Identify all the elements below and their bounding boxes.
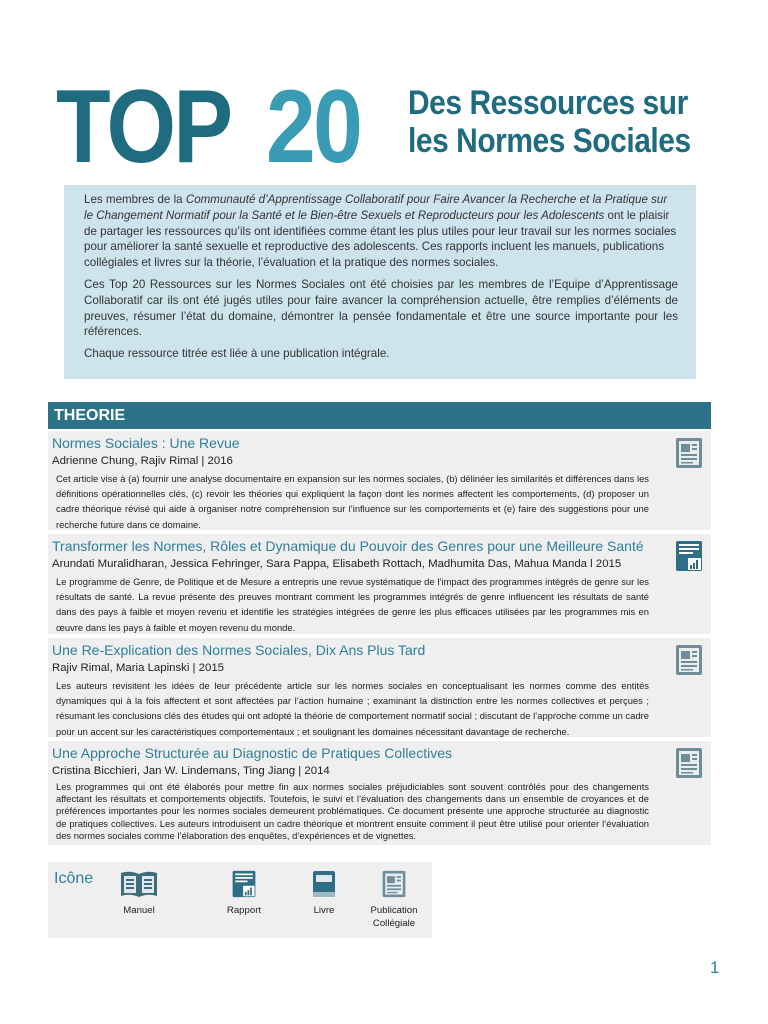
legend-label: Manuel [123,905,155,916]
subtitle-line-1: Des Ressources sur [408,84,688,122]
resource-title-link[interactable]: Transformer les Normes, Rôles et Dynamique du Pouvoir des Genres pour une Meilleure Santé [52,538,644,554]
resource-description: Le programme de Genre, de Politique et de Mesure a entrepris une revue systématique de l’impact des programmes intégrés de genre sur les résultats de santé. La revue présente des preuves montrant comment les programmes intégrés de genre influencent les résultats de santé dans des pays à faible et moyen revenu et identifie les stratégies intégrées de genre les plus efficaces utilisées par les programmes mis en œuvre dans les pays à faible et moyen revenu du monde. [56,576,649,633]
publication-icon [675,644,703,676]
resource-entry [48,638,711,737]
resource-title-link[interactable]: Une Re-Explication des Normes Sociales, Dix Ans Plus Tard [52,642,426,658]
subtitle-line-2: les Normes Sociales [408,122,691,160]
intro-paragraph-3: Chaque ressource titrée est liée à une publication intégrale. [84,347,390,361]
icon-legend [48,862,432,938]
resource-description: Les auteurs revisitent les idées de leur précédente article sur les normes sociales en conceptualisant les normes comme des entités dynamiques qui à la fois affectent et sont affectées par l’action humaine ; examinant la distinction entre les normes collectives et perçues ; résumant les conclusions clés des études qui ont adopté la théorie de comportement normatif social ; discutant de l’approche comme un cadre pour un accent sur les caractéristiques comportementaux ; et soulignant les domaines nécessitant davantage de recherche. [56,680,649,737]
manual-icon [119,870,159,898]
heading-subtitle [408,84,691,160]
resource-authors: Rajiv Rimal, Maria Lapinski | 2015 [52,662,224,674]
legend-item-manuel [109,870,169,917]
resource-entry [48,741,711,845]
report-icon [675,540,703,572]
resource-title-link[interactable]: Normes Sociales : Une Revue [52,435,240,451]
legend-label: Livre [313,905,335,916]
legend-label: Rapport [226,905,262,916]
book-icon [311,870,337,898]
intro-box [64,185,696,379]
resource-description: Cet article vise à (a) fournir une analyse documentaire en expansion sur les normes sociales, (b) délinéer les similarités et différences dans les définitions opérationnelles clés, (c) revoir les théories qui expliquent la façon dont les normes affectent les comportements, (d) proposer un cadre théorique révisé qui aide à organiser notre compréhension sur l’influence sur les comportements et (e) faire des suggestions pour une recherche future dans ce domaine. [56,473,649,530]
publication-icon [381,870,407,898]
intro-paragraph-1 [84,192,678,271]
community-name-link: Communauté d’Apprentissage Collaboratif pour Faire Avancer la Recherche et la Pratique sur le Changement Normatif pour la Santé et le Bien-être Sexuels et Reproducteurs pour les Adolescents [84,193,668,222]
publication-icon [675,437,703,469]
report-icon [229,870,259,898]
publication-icon [675,747,703,779]
resource-description: Les programmes qui ont été élaborés pour mettre fin aux normes sociales préjudiciables sont souvent contrôlés pour des changements affectant les résultats et comportements objectifs. Toutefois, le suivi et l’évaluation des changements dans un ensemble de croyances et de préférences importantes pour les normes sociales demeurent problématiques. Ce document présente une approche structurée au diagnostic de pratiques collectives. Les auteurs introduisent un cadre théorique et montrent ensuite comment il peut être utilisé pour orienter l’évaluation des normes sociales comme l’élaboration des enquêtes, d’expériences et de vignettes. [56,781,649,841]
intro-text: Les membres de la [84,193,186,206]
section-header-theorie: THEORIE [48,402,711,429]
resource-authors: Arundati Muralidharan, Jessica Fehringer, Sara Pappa, Elisabeth Rottach, Madhumita Das, Mahua Manda l 2015 [52,558,622,570]
legend-item-publication [364,870,424,930]
resource-authors: Cristina Bicchieri, Jan W. Lindemans, Ting Jiang | 2014 [52,765,330,777]
resource-entry [48,431,711,530]
resource-entry [48,534,711,634]
legend-label: Publication Collégiale [370,905,418,929]
resource-title-link[interactable]: Une Approche Structurée au Diagnostic de Pratiques Collectives [52,745,452,761]
heading-twenty: 20 [266,69,361,185]
page-number: 1 [710,958,720,977]
legend-item-livre [294,870,354,917]
legend-item-rapport [214,870,274,917]
resource-authors: Adrienne Chung, Rajiv Rimal | 2016 [52,455,233,467]
intro-text: ont le plaisir de partager les ressources qu’ils ont identifiées comme étant les plus utiles pour leur travail sur les normes sociales pour améliorer la santé sexuelle et reproductive des adolescents. Ces rapports incluent les manuels, publications collégiales et livres sur la théorie, l’évaluation et la pratique des normes sociales. [84,208,677,270]
intro-paragraph-2: Ces Top 20 Ressources sur les Normes Sociales ont été choisies par les membres de l’Equipe d’Apprentissage Collaboratif car ils ont été jugés utiles pour faire avancer la compréhension actuelle, être remplies d’éléments de preuves, résumer l’état du domaine, démontrer la pensée fondamentale et être une source importante pour les références. [84,277,678,339]
heading-top: TOP [56,69,231,185]
legend-title: Icône [54,870,94,887]
